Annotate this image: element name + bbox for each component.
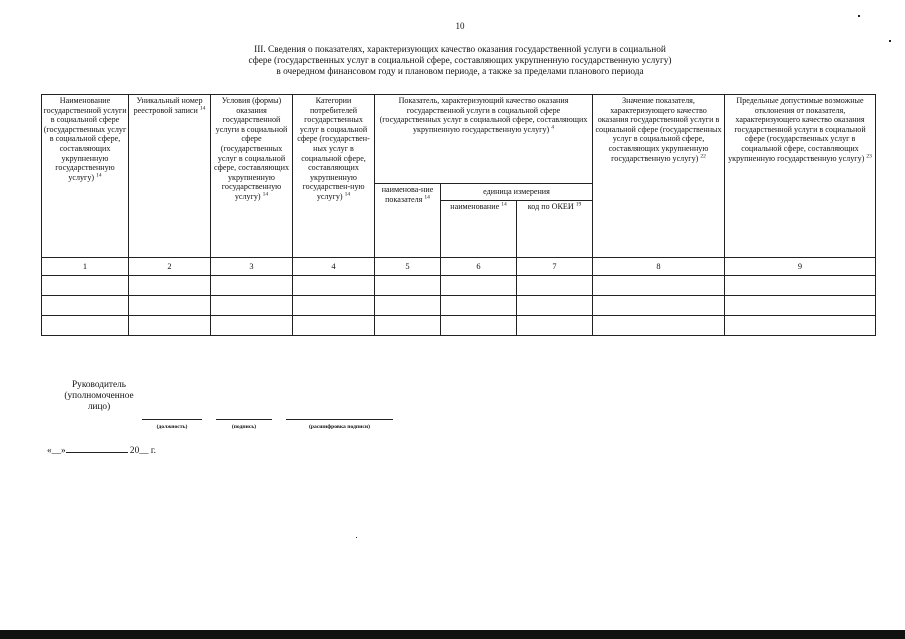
signer-title-line: (уполномоченное [64,391,134,401]
header-allowed-deviations: Предельные допустимые возможные отклонения от показателя, характеризующего качество оказания государственной услуги в социальной сфере (государственных услуг в социальной сфере, составляющих укрупненную государственную услугу) $^{23}$ [725,95,876,258]
empty-cell[interactable] [593,296,725,316]
quality-indicators-table [41,94,876,336]
scan-speck [858,15,860,17]
transcript-caption: (расшифровка подписи) [309,424,370,430]
empty-cell[interactable] [42,296,129,316]
signer-title-line: Руководитель [72,380,126,390]
empty-cell[interactable] [42,276,129,296]
table-row [42,296,876,316]
column-number: 9 [725,258,876,276]
empty-cell[interactable] [593,276,725,296]
column-number: 8 [593,258,725,276]
header-consumer-categories: Категории потребителей государственных услуг в социальной сфере (государствен-ных услуг в социальной сфере, составляющих укрупненную государствен-ную услугу) $^{14}$ [293,95,375,258]
header-quality-indicator-group: Показатель, характеризующий качество оказания государственной услуги в социальной сфере (государственных услуг в социальной сфере, составляющих укрупненную государственную услугу) $^4$ [375,95,593,184]
section-title [180,45,740,78]
date-year[interactable]: 20__ г. [129,446,156,456]
empty-cell[interactable] [517,296,593,316]
header-service-name: Наименование государственной услуги в социальной сфере (государственных услуг в социальной сфере, составляющих укрупненную государственную услугу) $^{14}$ [42,95,129,258]
header-service-conditions: Условия (формы) оказания государственной услуги в социальной сфере (государственных услуг в социальной сфере, составляющих укрупненную государственную услугу) $^{14}$ [211,95,293,258]
column-number: 6 [441,258,517,276]
empty-cell[interactable] [42,316,129,336]
empty-cell[interactable] [293,276,375,296]
empty-cell[interactable] [375,296,441,316]
empty-cell[interactable] [129,296,211,316]
date-line [47,444,156,456]
empty-cell[interactable] [725,316,876,336]
transcript-line[interactable] [286,419,393,420]
section-title-line-2: сфере (государственных услуг в социальной сфере, составляющих укрупненную государственную услугу) [248,56,672,66]
empty-cell[interactable] [725,296,876,316]
column-number: 1 [42,258,129,276]
signature-line[interactable] [216,419,272,420]
column-number: 3 [211,258,293,276]
empty-cell[interactable] [725,276,876,296]
empty-cell[interactable] [293,296,375,316]
header-unit-name: наименование $^{14}$ [441,201,517,258]
empty-cell[interactable] [441,296,517,316]
column-number: 4 [293,258,375,276]
header-registry-number: Уникальный номер реестровой записи $^{14}$ [129,95,211,258]
scan-speck [356,537,357,538]
empty-cell[interactable] [441,316,517,336]
empty-cell[interactable] [375,276,441,296]
empty-cell[interactable] [211,296,293,316]
table-row [42,316,876,336]
header-indicator-value: Значение показателя, характеризующего качество оказания государственной услуги в социальной сфере (государственных услуг в социальной сфере, составляющих укрупненную государственную услугу) $^{22}$ [593,95,725,258]
table-row [42,276,876,296]
column-number-row [42,258,876,276]
position-line[interactable] [142,419,202,420]
signer-title-line: лицо) [87,402,111,412]
scan-speck [889,40,891,42]
empty-cell[interactable] [129,276,211,296]
empty-cell[interactable] [593,316,725,336]
signer-title [56,380,142,413]
header-unit-of-measure: единица измерения [441,184,593,201]
empty-cell[interactable] [211,276,293,296]
empty-cell[interactable] [211,316,293,336]
scan-bottom-edge [0,630,905,639]
column-number: 5 [375,258,441,276]
header-okei-code: код по ОКЕИ $^{19}$ [517,201,593,258]
column-number: 7 [517,258,593,276]
section-title-line-1: III. Сведения о показателях, характеризующих качество оказания государственной услуги в социальной [254,45,666,55]
signature-caption: (подпись) [231,424,257,430]
empty-cell[interactable] [517,276,593,296]
date-month-blank[interactable] [66,444,128,453]
header-indicator-name: наименова-ние показателя $^{14}$ [375,184,441,258]
empty-cell[interactable] [293,316,375,336]
empty-cell[interactable] [517,316,593,336]
position-caption: (должность) [156,424,188,430]
empty-cell[interactable] [129,316,211,336]
empty-cell[interactable] [441,276,517,296]
empty-cell[interactable] [375,316,441,336]
section-title-line-3: в очередном финансовом году и плановом периоде, а также за пределами планового периода [276,67,644,77]
column-number: 2 [129,258,211,276]
page-number: 10 [455,21,465,31]
date-day[interactable]: «__» [47,446,66,456]
